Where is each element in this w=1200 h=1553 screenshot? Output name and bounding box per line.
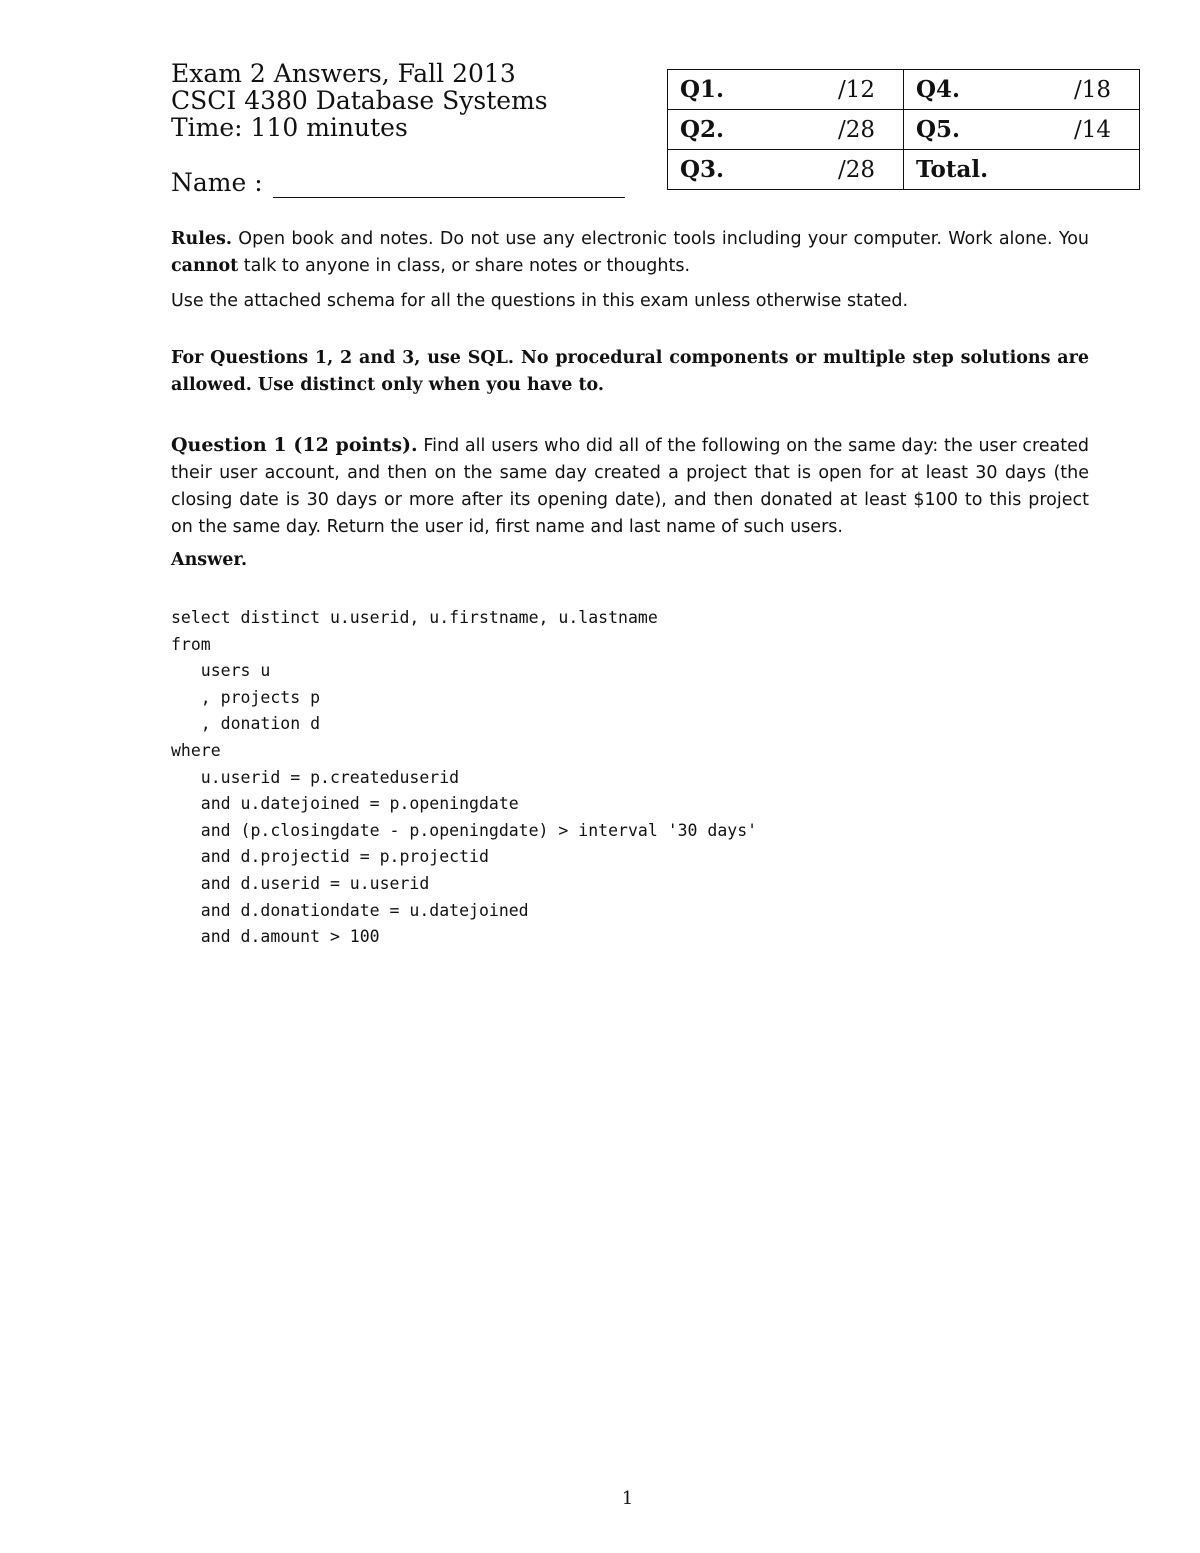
sql-line: and u.datejoined = p.openingdate bbox=[171, 794, 519, 814]
score-points: /28 bbox=[837, 156, 875, 183]
sql-line: where bbox=[171, 740, 221, 760]
sql-instructions: For Questions 1, 2 and 3, use SQL. No procedural components or multiple step solutions are allowed. Use distinct only when you have to. bbox=[171, 348, 1089, 395]
time-limit: Time: 110 minutes bbox=[171, 113, 408, 142]
sql-line: , donation d bbox=[171, 714, 321, 734]
exam-header bbox=[171, 60, 651, 198]
schema-note: Use the attached schema for all the questions in this exam unless otherwise stated. bbox=[171, 291, 909, 311]
sql-line: and d.amount > 100 bbox=[171, 927, 380, 947]
rules-emphasis: cannot bbox=[171, 256, 239, 276]
page-number: 1 bbox=[621, 1488, 634, 1509]
sql-line: and (p.closingdate - p.openingdate) > interval '30 days' bbox=[171, 820, 758, 840]
score-label: Q4. bbox=[916, 76, 961, 103]
sql-line: users u bbox=[171, 661, 271, 681]
name-row bbox=[171, 168, 651, 198]
score-label: Total. bbox=[916, 156, 989, 183]
score-cell-total bbox=[904, 150, 1140, 190]
score-label: Q5. bbox=[916, 116, 961, 143]
question-1-text: Find all users who did all of the following on the same day: the user created their user account, and then on the same day created a project that is open for at least 30 days (the closing date is 30 days or more after its opening date), and then donated at least $100 to this project on the same day. Return the user id, first name and last name of such users. bbox=[171, 436, 1089, 537]
rules-heading: Rules. bbox=[171, 229, 232, 249]
rules-paragraph bbox=[171, 226, 1089, 280]
score-label: Q2. bbox=[680, 116, 725, 143]
question-1-heading: Question 1 (12 points). bbox=[171, 434, 418, 456]
rules-text-part1: Open book and notes. Do not use any electronic tools including your computer. Work alone. You bbox=[232, 229, 1089, 249]
answer-label: Answer. bbox=[171, 550, 248, 570]
name-field[interactable] bbox=[273, 175, 625, 198]
score-points: /14 bbox=[1073, 116, 1111, 143]
question-1 bbox=[171, 432, 1089, 541]
exam-title: Exam 2 Answers, Fall 2013 bbox=[171, 59, 516, 88]
sql-line: and d.projectid = p.projectid bbox=[171, 847, 489, 867]
score-row bbox=[668, 70, 1140, 110]
score-row bbox=[668, 110, 1140, 150]
score-points: /18 bbox=[1073, 76, 1111, 103]
answer-sql bbox=[171, 605, 757, 951]
sql-line: u.userid = p.createduserid bbox=[171, 767, 460, 787]
score-cell-q4 bbox=[904, 70, 1140, 110]
score-cell-q5 bbox=[904, 110, 1140, 150]
score-points: /12 bbox=[837, 76, 875, 103]
course-title: CSCI 4380 Database Systems bbox=[171, 86, 548, 115]
score-cell-q1 bbox=[668, 70, 904, 110]
score-label: Q1. bbox=[680, 76, 725, 103]
score-label: Q3. bbox=[680, 156, 725, 183]
sql-line: select distinct u.userid, u.firstname, u.lastname bbox=[171, 608, 658, 627]
score-table bbox=[667, 69, 1140, 190]
rules-text-part2: talk to anyone in class, or share notes or thoughts. bbox=[238, 256, 691, 276]
score-row bbox=[668, 150, 1140, 190]
sql-line: , projects p bbox=[171, 687, 321, 707]
sql-line: from bbox=[171, 634, 211, 654]
score-cell-q2 bbox=[668, 110, 904, 150]
name-label: Name : bbox=[171, 168, 263, 197]
score-cell-q3 bbox=[668, 150, 904, 190]
sql-line: and d.donationdate = u.datejoined bbox=[171, 900, 529, 920]
score-points: /28 bbox=[837, 116, 875, 143]
sql-line: and d.userid = u.userid bbox=[171, 873, 430, 893]
